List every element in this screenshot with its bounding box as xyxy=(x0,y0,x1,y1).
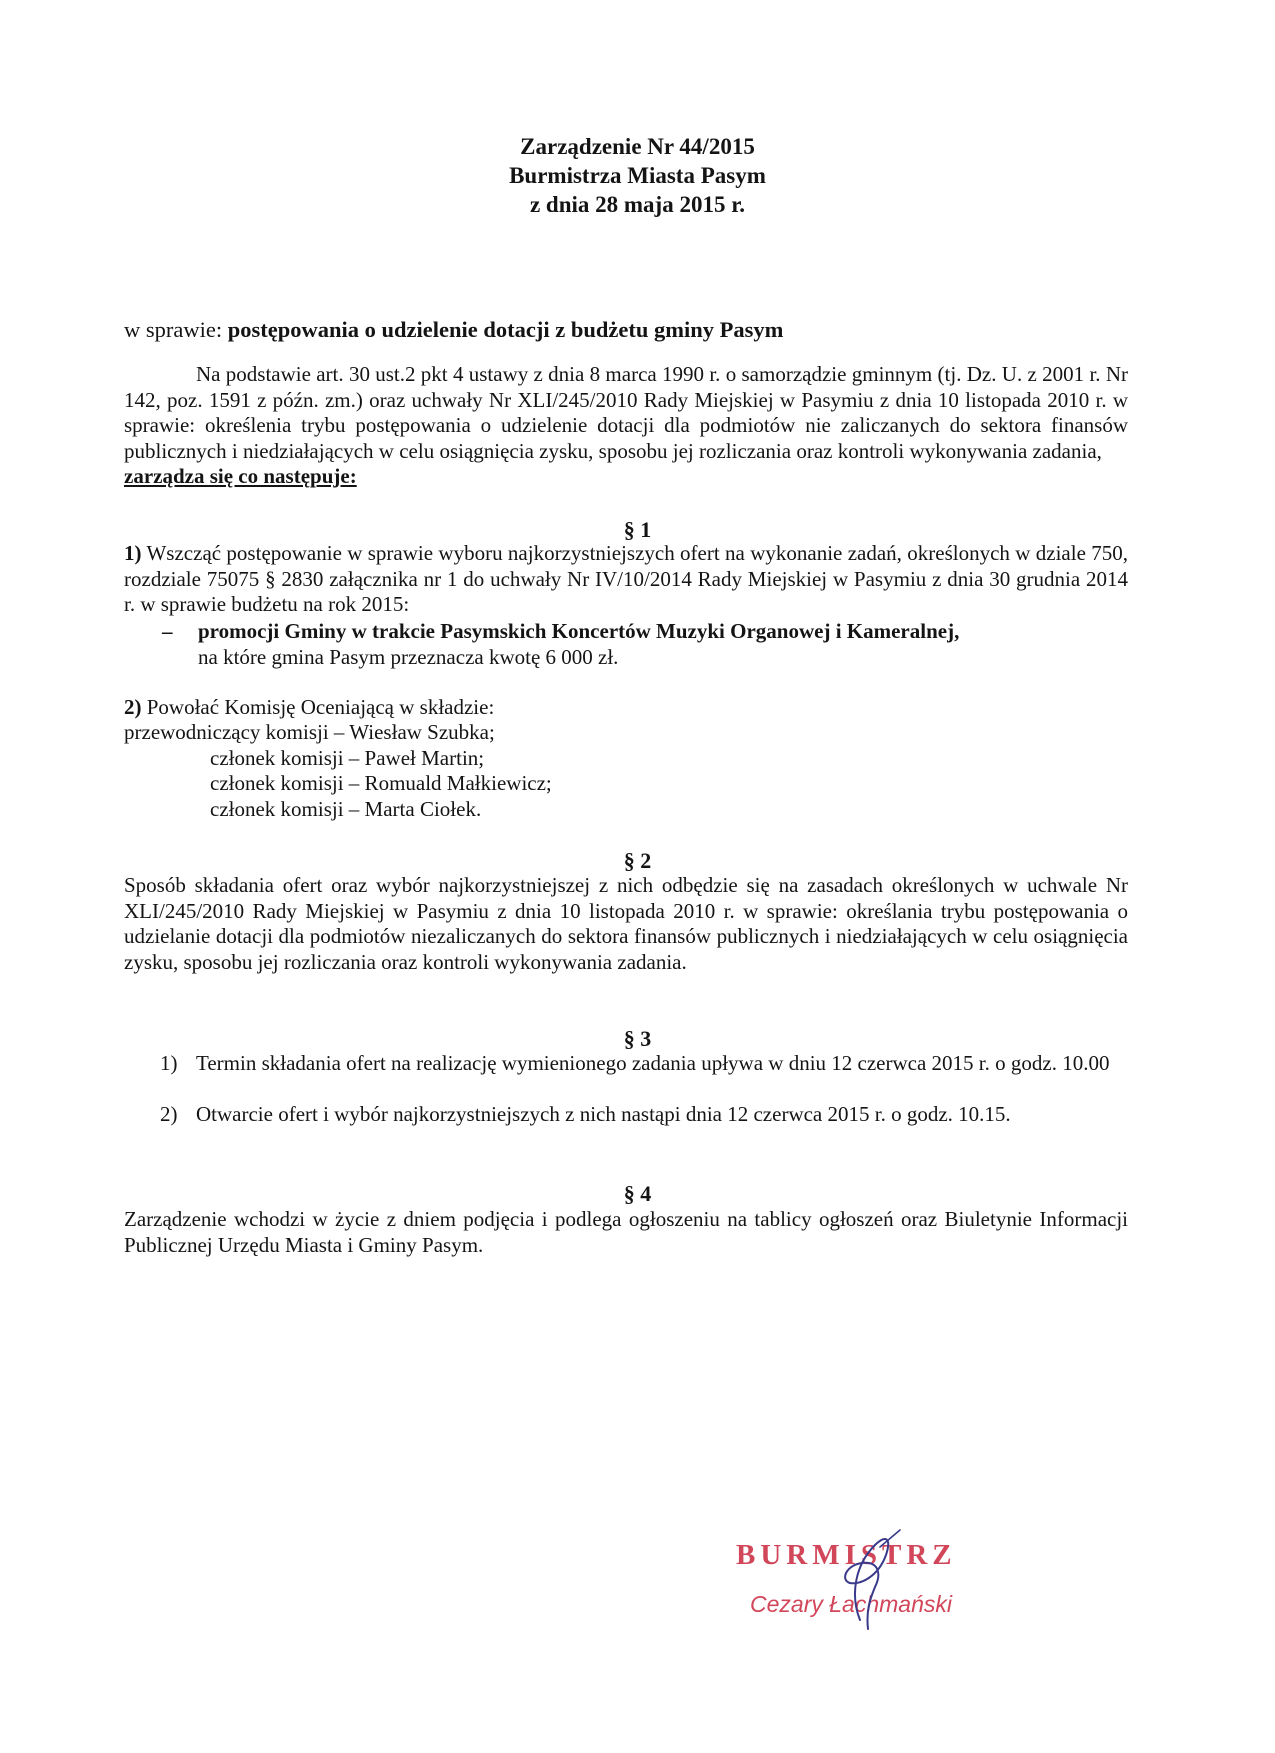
committee-member: członek komisji – Romuald Małkiewicz; xyxy=(210,771,552,795)
committee-chair: przewodniczący komisji – Wiesław Szubka; xyxy=(124,720,495,744)
stamp-title: BURMISTRZ xyxy=(736,1539,957,1571)
subject-prefix: w sprawie: xyxy=(124,317,228,342)
section-1-item-2-num: 2) xyxy=(124,695,142,719)
section-3-item xyxy=(160,1102,1128,1128)
header-title: Zarządzenie Nr 44/2015 xyxy=(520,134,755,159)
section-1-item-2 xyxy=(124,695,494,721)
section-1-mark: § 1 xyxy=(623,517,652,542)
section-1-item-1-text: Wszcząć postępowanie w sprawie wyboru najkorzystniejszych ofert na wykonanie zadań, określonych w dziale 750, rozdziale 75075 § 2830 załącznika nr 1 do uchwały Nr IV/10/2014 Rady Miejskiej w Pasymiu z dnia 30 grudnia 2014 r. w sprawie budżetu na rok 2015: xyxy=(124,541,1129,616)
signature-scribble xyxy=(820,1525,910,1635)
preamble-paragraph: Na podstawie art. 30 ust.2 pkt 4 ustawy z dnia 8 marca 1990 r. o samorządzie gminnym (tj. Dz. U. z 2001 r. Nr 142, poz. 1591 z późn. zm.) oraz uchwały Nr XLI/245/2010 Rady Miejskiej w Pasymiu z dnia 10 listopada 2010 r. w sprawie: określenia trybu postępowania o udzielenie dotacji dla podmiotów nie zaliczanych do sektora finansów publicznych i niedziałających w celu osiągnięcia zysku, sposobu jej rozliczania oraz kontroli wykonywania zadania, xyxy=(124,362,1128,463)
section-2-paragraph: Sposób składania ofert oraz wybór najkorzystniejszej z nich odbędzie się na zasadach określonych w uchwale Nr XLI/245/2010 Rady Miejskiej w Pasymiu z dnia 10 listopada 2010 r. w sprawie: określania trybu postępowania o udzielanie dotacji dla podmiotów niezaliczanych do sektora finansów publicznych i niedziałających w celu osiągnięcia zysku, sposobu jej rozliczania oraz kontroli wykonywania zadania. xyxy=(124,873,1128,974)
task-amount: na które gmina Pasym przeznacza kwotę 6 000 zł. xyxy=(198,644,619,669)
section-3-item xyxy=(160,1051,1128,1077)
section-4-paragraph: Zarządzenie wchodzi w życie z dniem podjęcia i podlega ogłoszeniu na tablicy ogłoszeń oraz Biuletynie Informacji Publicznej Urzędu Miasta i Gminy Pasym. xyxy=(124,1207,1128,1257)
task-title: promocji Gminy w trakcie Pasymskich Koncertów Muzyki Organowej i Kameralnej, xyxy=(198,619,960,643)
document-header xyxy=(0,132,1275,219)
section-3-item-num: 2) xyxy=(160,1102,178,1126)
section-4-mark: § 4 xyxy=(623,1181,652,1206)
task-dash: – xyxy=(162,619,173,643)
decree-line: zarządza się co następuje: xyxy=(124,464,357,488)
section-3-mark: § 3 xyxy=(623,1026,652,1051)
committee-member: członek komisji – Paweł Martin; xyxy=(210,746,485,770)
committee-member: członek komisji – Marta Ciołek. xyxy=(210,797,482,821)
section-3-item-num: 1) xyxy=(160,1051,178,1075)
section-1-item-1-num: 1) xyxy=(124,541,142,565)
stamp-name: Cezary Łachmański xyxy=(750,1591,952,1617)
section-3-item-text: Otwarcie ofert i wybór najkorzystniejszych z nich nastąpi dnia 12 czerwca 2015 r. o godz. 10.15. xyxy=(196,1102,1011,1126)
section-1-item-2-text: Powołać Komisję Oceniającą w składzie: xyxy=(146,695,495,719)
subject-title: postępowania o udzielenie dotacji z budżetu gminy Pasym xyxy=(227,317,784,342)
header-date: z dnia 28 maja 2015 r. xyxy=(529,192,746,217)
header-issuer: Burmistrza Miasta Pasym xyxy=(509,163,766,188)
subject-line xyxy=(124,316,783,344)
section-1-item-1 xyxy=(124,541,1128,618)
section-3-item-text: Termin składania ofert na realizację wymienionego zadania upływa w dniu 12 czerwca 2015 r. o godz. 10.00 xyxy=(196,1051,1110,1075)
section-2-mark: § 2 xyxy=(623,848,652,873)
task-list-item xyxy=(162,619,1128,670)
